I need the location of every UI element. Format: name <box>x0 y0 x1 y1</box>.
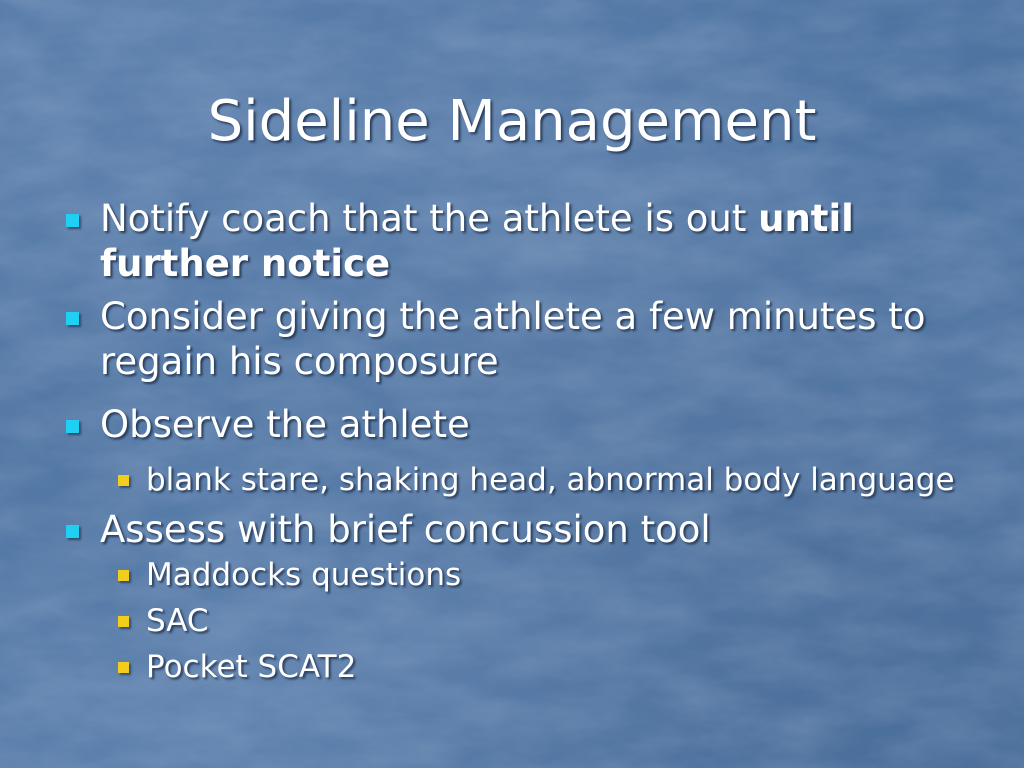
bullet-item <box>62 196 962 286</box>
bullet-bold-text: until further notice <box>100 197 854 285</box>
square-bullet-icon <box>66 312 79 325</box>
sub-bullet-text: Pocket SCAT2 <box>146 649 357 685</box>
bullet-text: Consider giving the athlete a few minutes to regain his composure <box>100 295 926 383</box>
sub-bullet-item <box>62 457 962 503</box>
square-bullet-icon <box>66 214 79 227</box>
bullet-text: Observe the athlete <box>100 403 470 446</box>
sub-bullet-text: blank stare, shaking head, abnormal body language <box>146 462 955 498</box>
bullet-item <box>62 294 962 384</box>
bullet-text: Assess with brief concussion tool <box>100 508 711 551</box>
slide-title: Sideline Management <box>207 89 817 154</box>
square-bullet-icon <box>118 570 129 581</box>
square-bullet-icon <box>66 525 79 538</box>
square-bullet-icon <box>118 662 129 673</box>
sub-bullet-item <box>62 598 962 644</box>
sub-bullet-text: Maddocks questions <box>146 557 462 593</box>
sub-bullet-item <box>62 552 962 598</box>
bullet-list <box>62 196 962 690</box>
square-bullet-icon <box>118 616 129 627</box>
sub-bullet-text: SAC <box>146 603 209 639</box>
square-bullet-icon <box>66 420 79 433</box>
sub-bullet-item <box>62 644 962 690</box>
bullet-item <box>62 507 962 552</box>
square-bullet-icon <box>118 475 129 486</box>
bullet-item <box>62 402 962 447</box>
bullet-text: Notify coach that the athlete is out <box>100 197 759 240</box>
